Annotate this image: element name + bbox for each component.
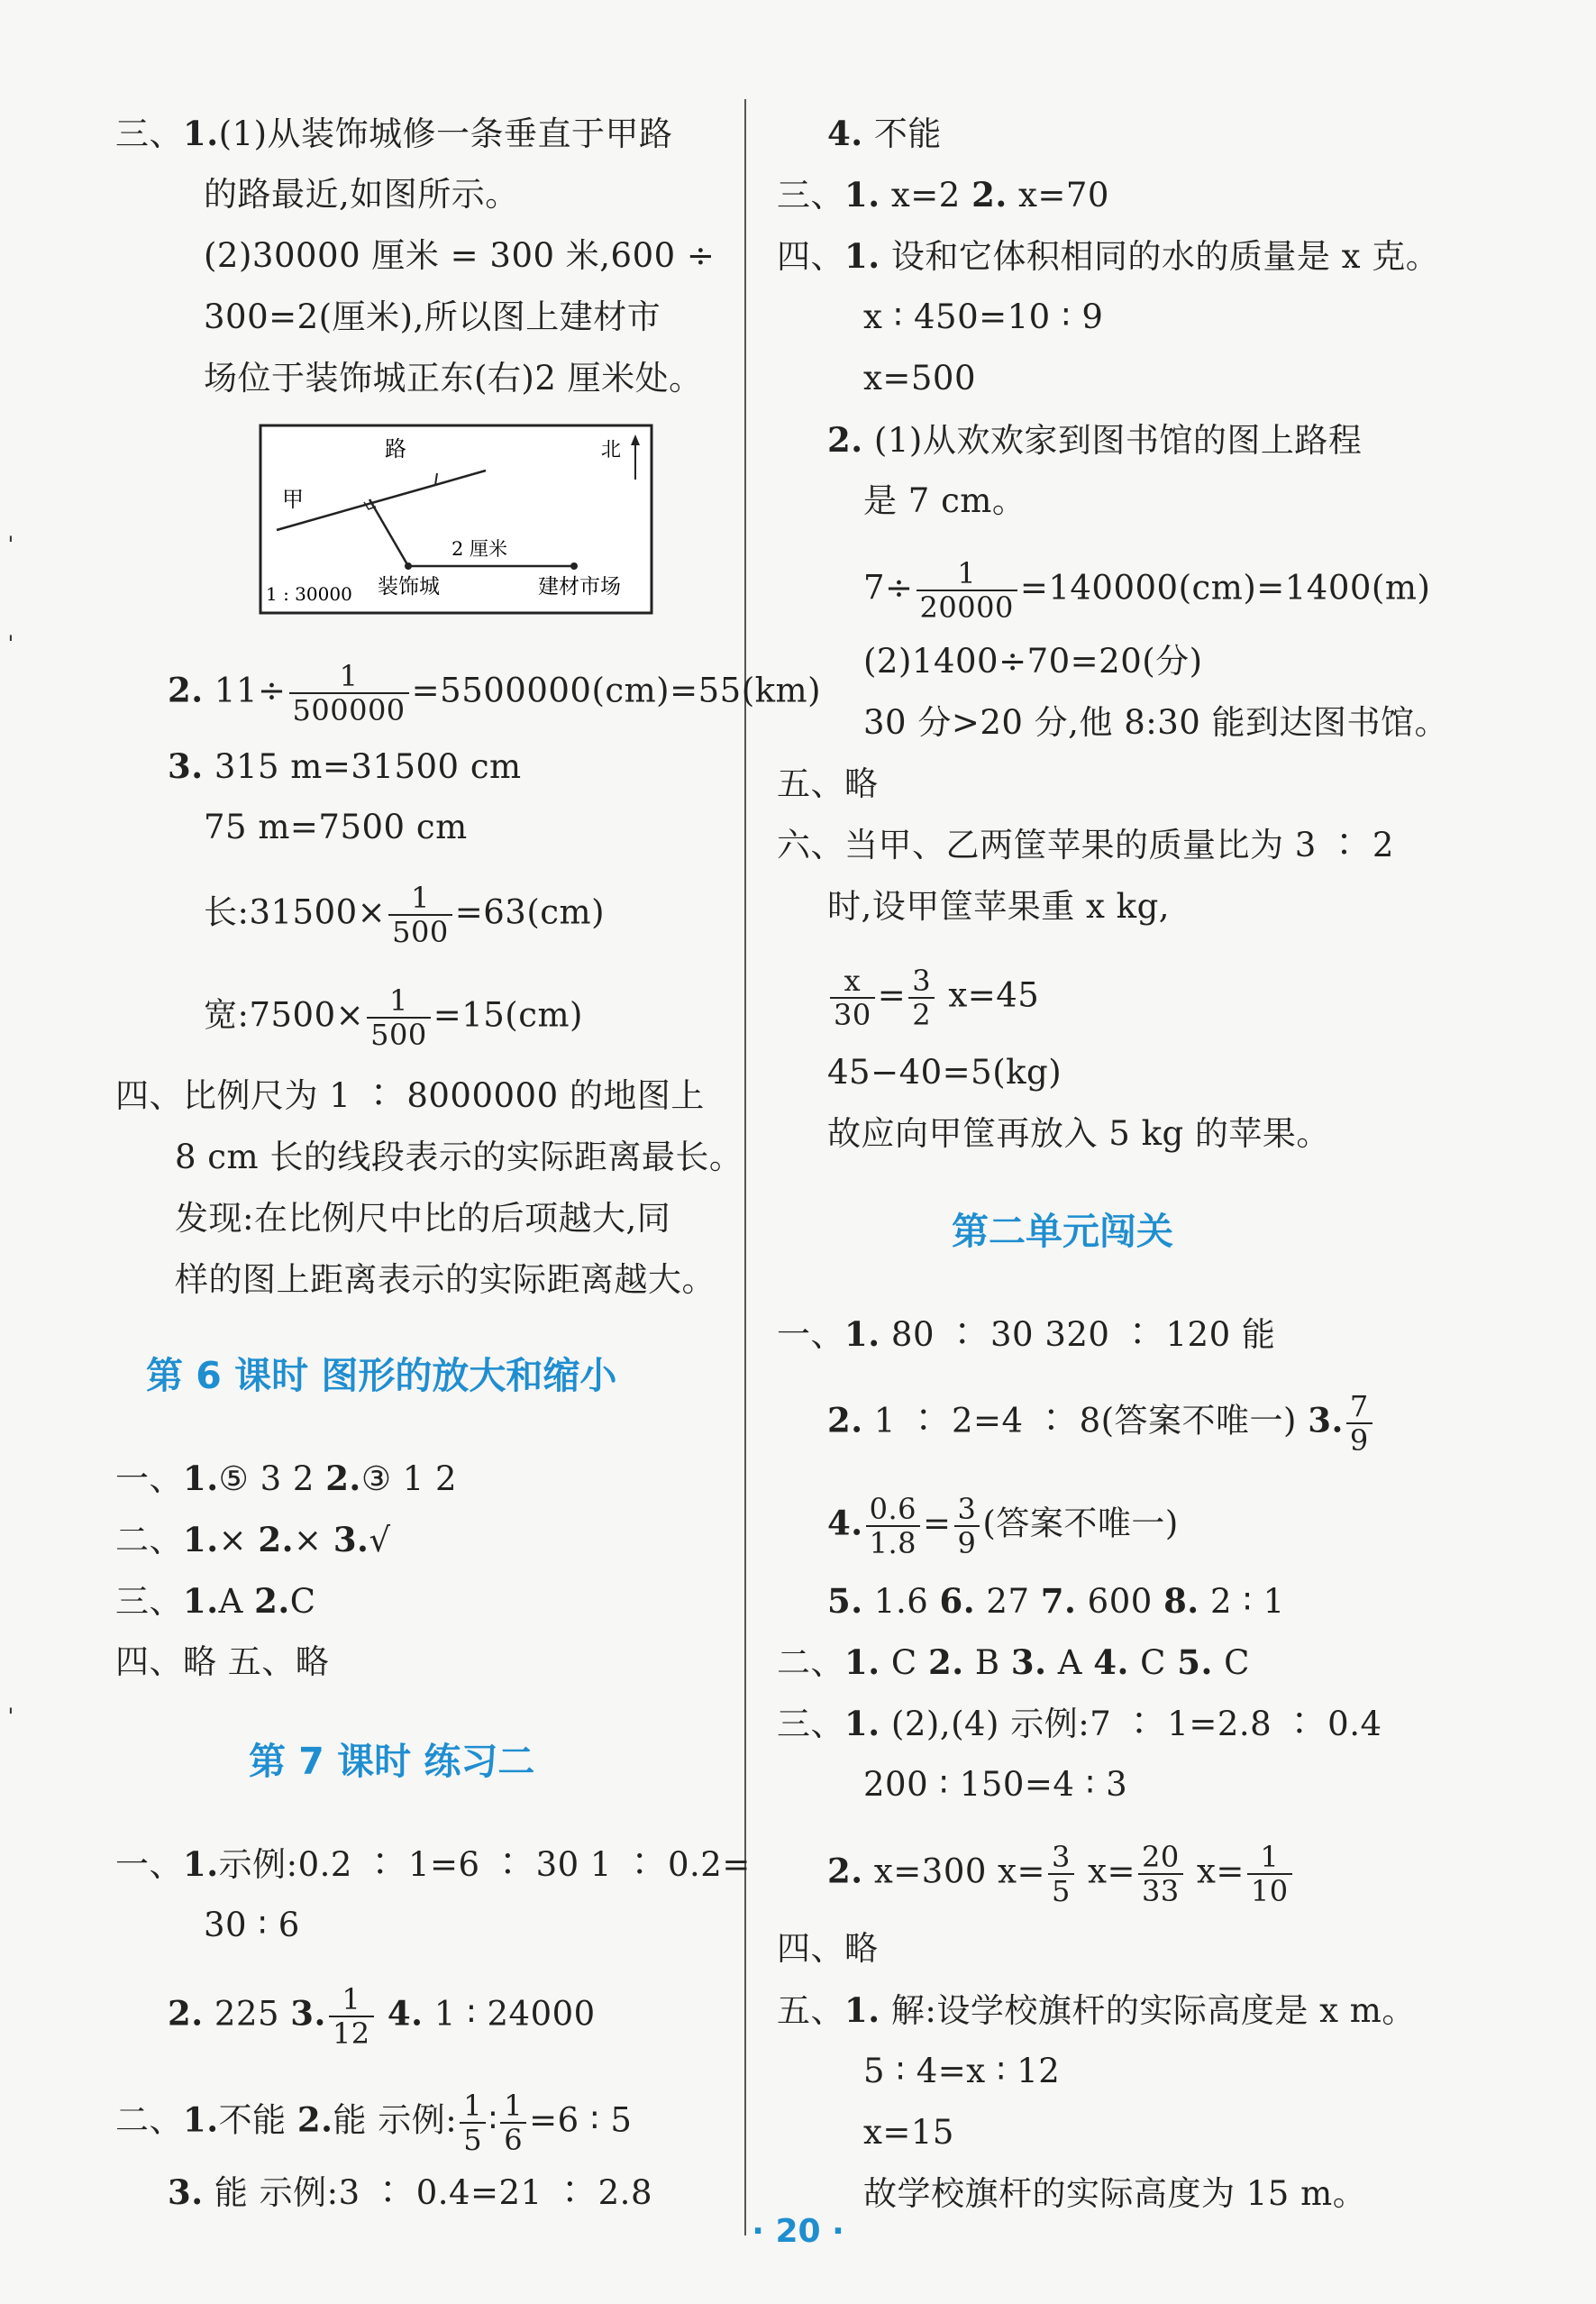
text-line: 五、1. 解:设学校旗杆的实际高度是 x m。 (777, 1990, 1416, 2030)
fraction: $\frac{7}{9}$ (1346, 1390, 1373, 1457)
text-line: 三、1. x=2 2. x=70 (777, 175, 1109, 215)
text-line: 四、比例尺为 1 ∶ 8000000 的地图上 (115, 1076, 705, 1115)
text-line: 五、略 (777, 764, 879, 803)
fraction: $\frac{1}{500}$ (388, 882, 452, 948)
text-line: 时,设甲筐苹果重 x kg, (827, 887, 1171, 926)
text-line: 长:31500× $\frac{1}{500}$ =63(cm) (204, 881, 606, 949)
text-line: 5 ∶ 4=x ∶ 12 (863, 2052, 1061, 2090)
text-line: 四、略 (777, 1929, 879, 1968)
text-line: 2. 11÷ $\frac{1}{500000}$ =5500000(cm)=55(km) (168, 659, 822, 727)
margin-mark: ˈ (7, 532, 14, 562)
text-line: 二、1.不能 2.能 示例: $\frac{1}{5}$ ∶ $\frac{1}{6}$ =6 ∶ 5 (115, 2089, 633, 2157)
text-line: 三、1. (2),(4) 示例:7 ∶ 1=2.8 ∶ 0.4 (777, 1704, 1382, 1743)
text-line: 30 ∶ 6 (204, 1906, 300, 1944)
fraction: $\frac{3}{2}$ (908, 965, 935, 1031)
text-line: 的路最近,如图所示。 (204, 175, 519, 214)
text-line: 45−40=5(kg) (827, 1053, 1062, 1092)
decoration-city-point (405, 562, 412, 570)
map-label-material-market: 建材市场 (538, 575, 621, 599)
text-line: 一、1. 80 ∶ 30 320 ∶ 120 能 (777, 1314, 1276, 1354)
text-line: x=15 (863, 2113, 954, 2152)
fraction: $\frac{1}{500}$ (367, 984, 431, 1051)
page-number: · 20 · (752, 2213, 844, 2250)
text-line: 300=2(厘米),所以图上建材市 (204, 297, 661, 336)
text-line: 二、1. C 2. B 3. A 4. C 5. C (777, 1642, 1250, 1682)
column-divider (744, 99, 746, 2235)
text-line: $\frac{x}{30}$ = $\frac{3}{2}$ x=45 (827, 965, 1039, 1031)
text-line: 3. 能 示例:3 ∶ 0.4=21 ∶ 2.8 (168, 2172, 652, 2212)
margin-mark: ˈ (7, 1704, 14, 1733)
text-line: 2. (1)从欢欢家到图书馆的图上路程 (827, 420, 1363, 460)
map-label-road: 路 (385, 436, 406, 462)
text-line: 四、1. 设和它体积相同的水的质量是 x 克。 (777, 236, 1440, 276)
text-line: 是 7 cm。 (863, 481, 1026, 520)
text-line: 2. x=300 x= $\frac{3}{5}$ x= $\frac{20}{33}$ x= $\frac{1}{10}$ (827, 1841, 1295, 1907)
text-line: 发现:在比例尺中比的后项越大,同 (175, 1199, 671, 1238)
text-line: 75 m=7500 cm (204, 808, 468, 846)
map-label-decoration-city: 装饰城 (378, 575, 440, 599)
fraction: $\frac{1}{20000}$ (917, 557, 1017, 624)
fraction: $\frac{1}{10}$ (1247, 1841, 1292, 1907)
map-label-jia: 甲 (282, 487, 304, 512)
text-line: (2)1400÷70=20(分) (863, 642, 1203, 681)
text-line: 故学校旗杆的实际高度为 15 m。 (863, 2174, 1367, 2213)
text-line: 六、当甲、乙两筐苹果的质量比为 3 ∶ 2 (777, 826, 1394, 864)
text-line: x ∶ 450=10 ∶ 9 (863, 297, 1104, 336)
text-line: (2)30000 厘米 = 300 米,600 ÷ (204, 236, 716, 275)
text-line: 一、1.⑤ 3 2 2.③ 1 2 (115, 1458, 458, 1498)
text-line: 四、略 五、略 (115, 1642, 330, 1681)
text-line: 二、1.× 2.× 3.√ (115, 1520, 391, 1559)
map-figure (259, 424, 653, 615)
fraction: $\frac{x}{30}$ (830, 965, 875, 1031)
text-line: 8 cm 长的线段表示的实际距离最长。 (175, 1138, 743, 1176)
map-label-north: 北 (601, 439, 622, 462)
unit-2-heading: 第二单元闯关 (952, 1210, 1173, 1253)
fraction: $\frac{1}{500000}$ (289, 660, 409, 727)
text-line: 2. 1 ∶ 2=4 ∶ 8(答案不唯一) 3. $\frac{7}{9}$ (827, 1390, 1375, 1457)
margin-mark: ˈ (7, 631, 14, 661)
fraction: $\frac{1}{6}$ (500, 2089, 526, 2156)
text-line: 7÷ $\frac{1}{20000}$ =140000(cm)=1400(m) (863, 556, 1431, 625)
text-line: 一、1.示例:0.2 ∶ 1=6 ∶ 30 1 ∶ 0.2= (115, 1844, 751, 1884)
text-line: 4. $\frac{0.6}{1.8}$ = $\frac{3}{9}$ (答案不唯一) (827, 1492, 1179, 1560)
text-line: 宽:7500× $\frac{1}{500}$ =15(cm) (204, 983, 583, 1052)
lesson-6-heading: 第 6 课时 图形的放大和缩小 (146, 1354, 617, 1397)
text-line: 场位于装饰城正东(右)2 厘米处。 (204, 359, 703, 398)
text-line: 三、1.A 2.C (115, 1581, 316, 1621)
text-line: 30 分>20 分,他 8:30 能到达图书馆。 (863, 703, 1449, 742)
fraction: $\frac{0.6}{1.8}$ (866, 1493, 920, 1559)
text-line: 4. 不能 (827, 114, 942, 153)
material-market-point (570, 562, 578, 570)
text-line: 3. 315 m=31500 cm (168, 746, 522, 786)
text-line: 故应向甲筐再放入 5 kg 的苹果。 (827, 1114, 1330, 1153)
text-line: 200 ∶ 150=4 ∶ 3 (863, 1765, 1128, 1804)
text-line: x=500 (863, 359, 976, 398)
fraction: $\frac{1}{5}$ (460, 2089, 486, 2156)
text-line: 5. 1.6 6. 27 7. 600 8. 2 ∶ 1 (827, 1581, 1285, 1621)
fraction: $\frac{3}{5}$ (1048, 1841, 1074, 1907)
lesson-7-heading: 第 7 课时 练习二 (249, 1740, 535, 1783)
text-line: 样的图上距离表示的实际距离越大。 (175, 1260, 716, 1299)
fraction: $\frac{3}{9}$ (954, 1493, 980, 1559)
map-label-scale: 1 : 30000 (266, 583, 352, 605)
map-label-distance: 2 厘米 (451, 538, 508, 560)
fraction: $\frac{20}{33}$ (1138, 1841, 1183, 1907)
text-line: 三、1.(1)从装饰城修一条垂直于甲路 (115, 114, 673, 153)
fraction: $\frac{1}{12}$ (329, 1983, 374, 2050)
text-line: 2. 225 3. $\frac{1}{12}$ 4. 1 ∶ 24000 (168, 1982, 596, 2051)
